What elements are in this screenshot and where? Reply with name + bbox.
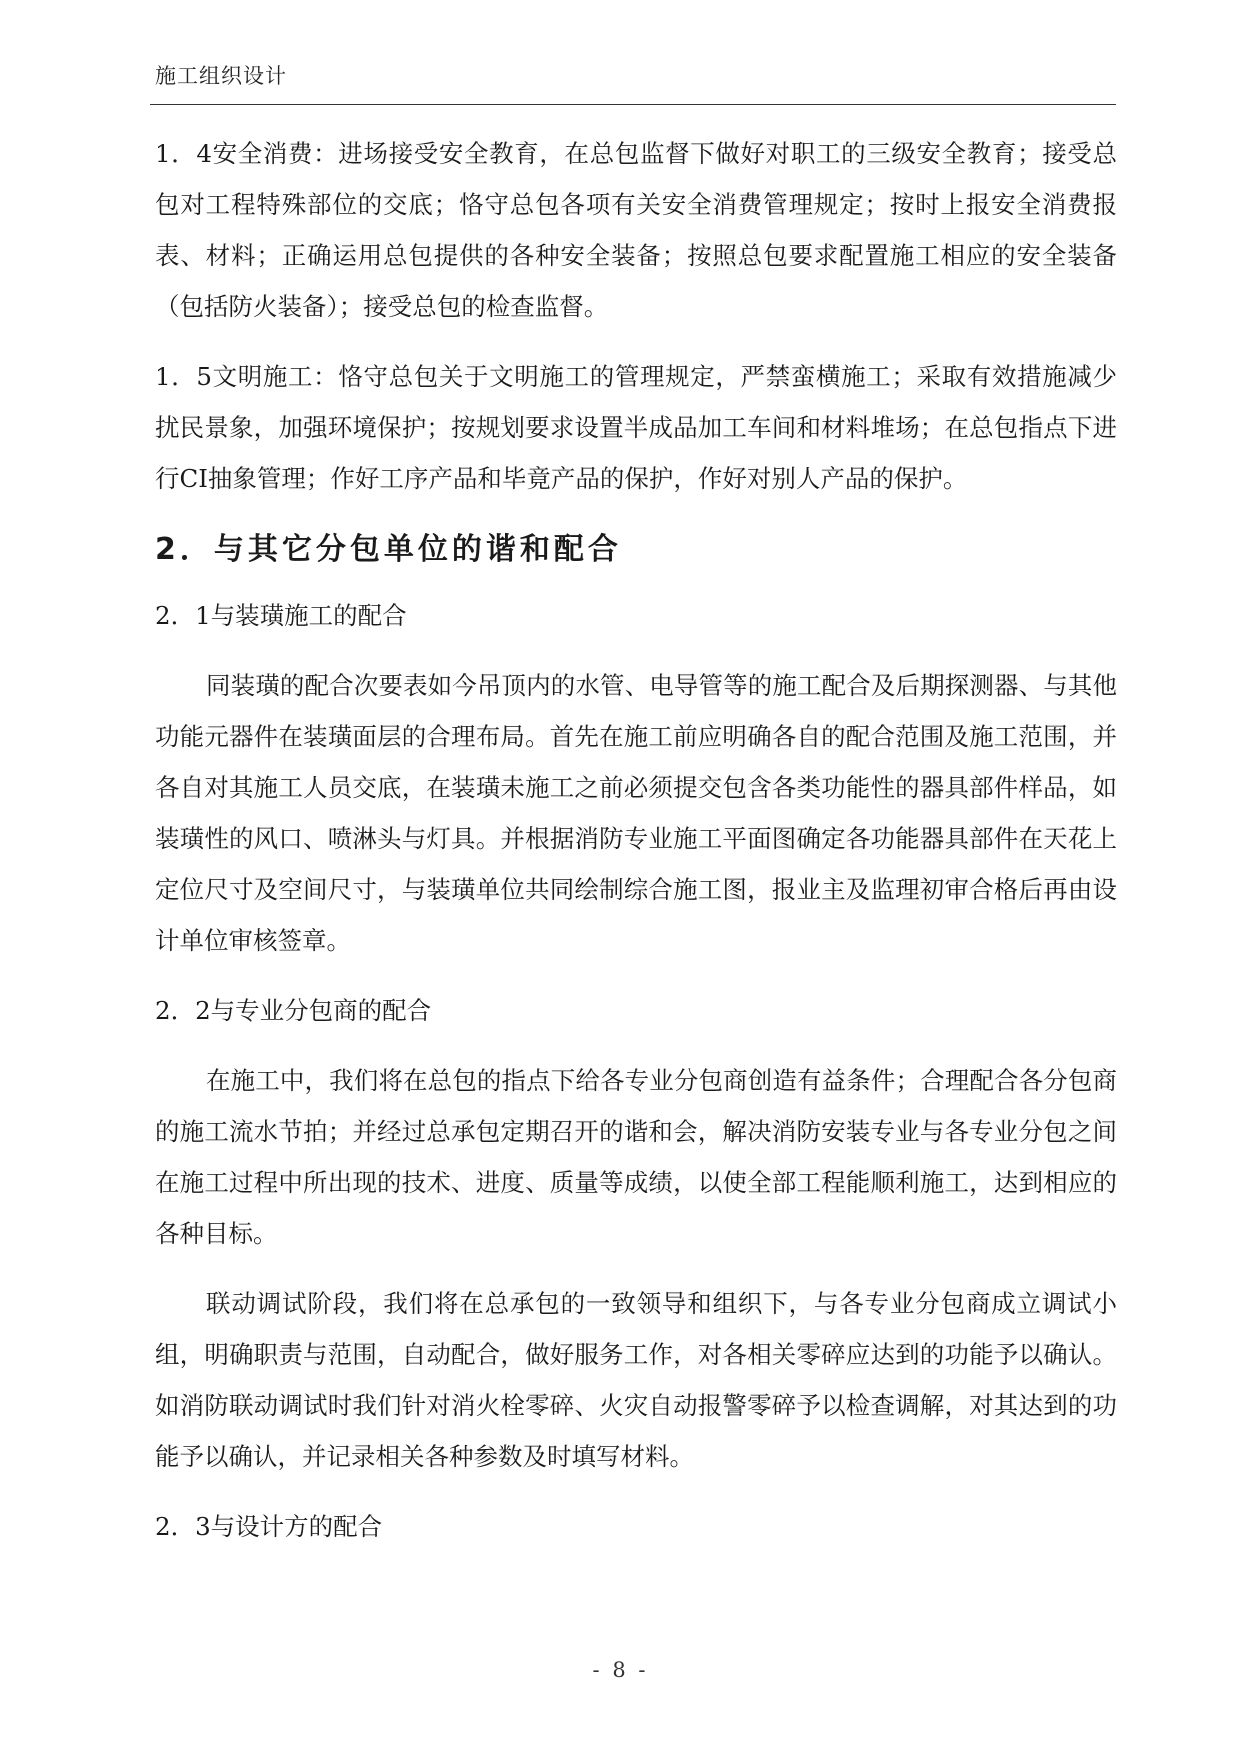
paragraph-1-4-safety: 1．4安全消费：进场接受安全教育，在总包监督下做好对职工的三级安全教育；接受总包对工程特殊部位的交底；恪守总包各项有关安全消费管理规定；按时上报安全消费报表、材料；正确运用总包提供的各种安全装备；按照总包要求配置施工相应的安全装备（包括防火装备）；接受总包的检查监督。 [155,139,1117,321]
document-body [155,128,1117,1571]
paragraph-1-5-civilized-construction: 1．5文明施工：恪守总包关于文明施工的管理规定，严禁蛮横施工；采取有效措施减少扰民景象，加强环境保护；按规划要求设置半成品加工车间和材料堆场；在总包指点下进行CI抽象管理；作好工序产品和毕竟产品的保护，作好对别人产品的保护。 [155,362,1117,493]
running-header: 施工组织设计 [155,64,287,88]
subheading-2-2: 2．2与专业分包商的配合 [155,996,432,1025]
page-number: - 8 - [592,1658,649,1682]
subheading-2-3: 2．3与设计方的配合 [155,1512,383,1541]
header-divider [150,104,1116,105]
paragraph-2-2-a: 在施工中，我们将在总包的指点下给各专业分包商创造有益条件；合理配合各分包商的施工流水节拍；并经过总承包定期召开的谐和会，解决消防安装专业与各专业分包之间在施工过程中所出现的技术、进度、质量等成绩，以使全部工程能顺利施工，达到相应的各种目标。 [155,1066,1117,1248]
paragraph-2-1: 同装璜的配合次要表如今吊顶内的水管、电导管等的施工配合及后期探测器、与其他功能元器件在装璜面层的合理布局。首先在施工前应明确各自的配合范围及施工范围，并各自对其施工人员交底，在装璜未施工之前必须提交包含各类功能性的器具部件样品，如装璜性的风口、喷淋头与灯具。并根据消防专业施工平面图确定各功能器具部件在天花上定位尺寸及空间尺寸，与装璜单位共同绘制综合施工图，报业主及监理初审合格后再由设计单位审核签章。 [155,671,1117,955]
paragraph-2-2-b: 联动调试阶段，我们将在总承包的一致领导和组织下，与各专业分包商成立调试小组，明确职责与范围，自动配合，做好服务工作，对各相关零碎应达到的功能予以确认。如消防联动调试时我们针对消火栓零碎、火灾自动报警零碎予以检查调解，对其达到的功能予以确认，并记录相关各种参数及时填写材料。 [155,1289,1117,1471]
subheading-2-1: 2．1与装璜施工的配合 [155,601,407,630]
section-heading-2: 2．与其它分包单位的谐和配合 [155,532,622,567]
